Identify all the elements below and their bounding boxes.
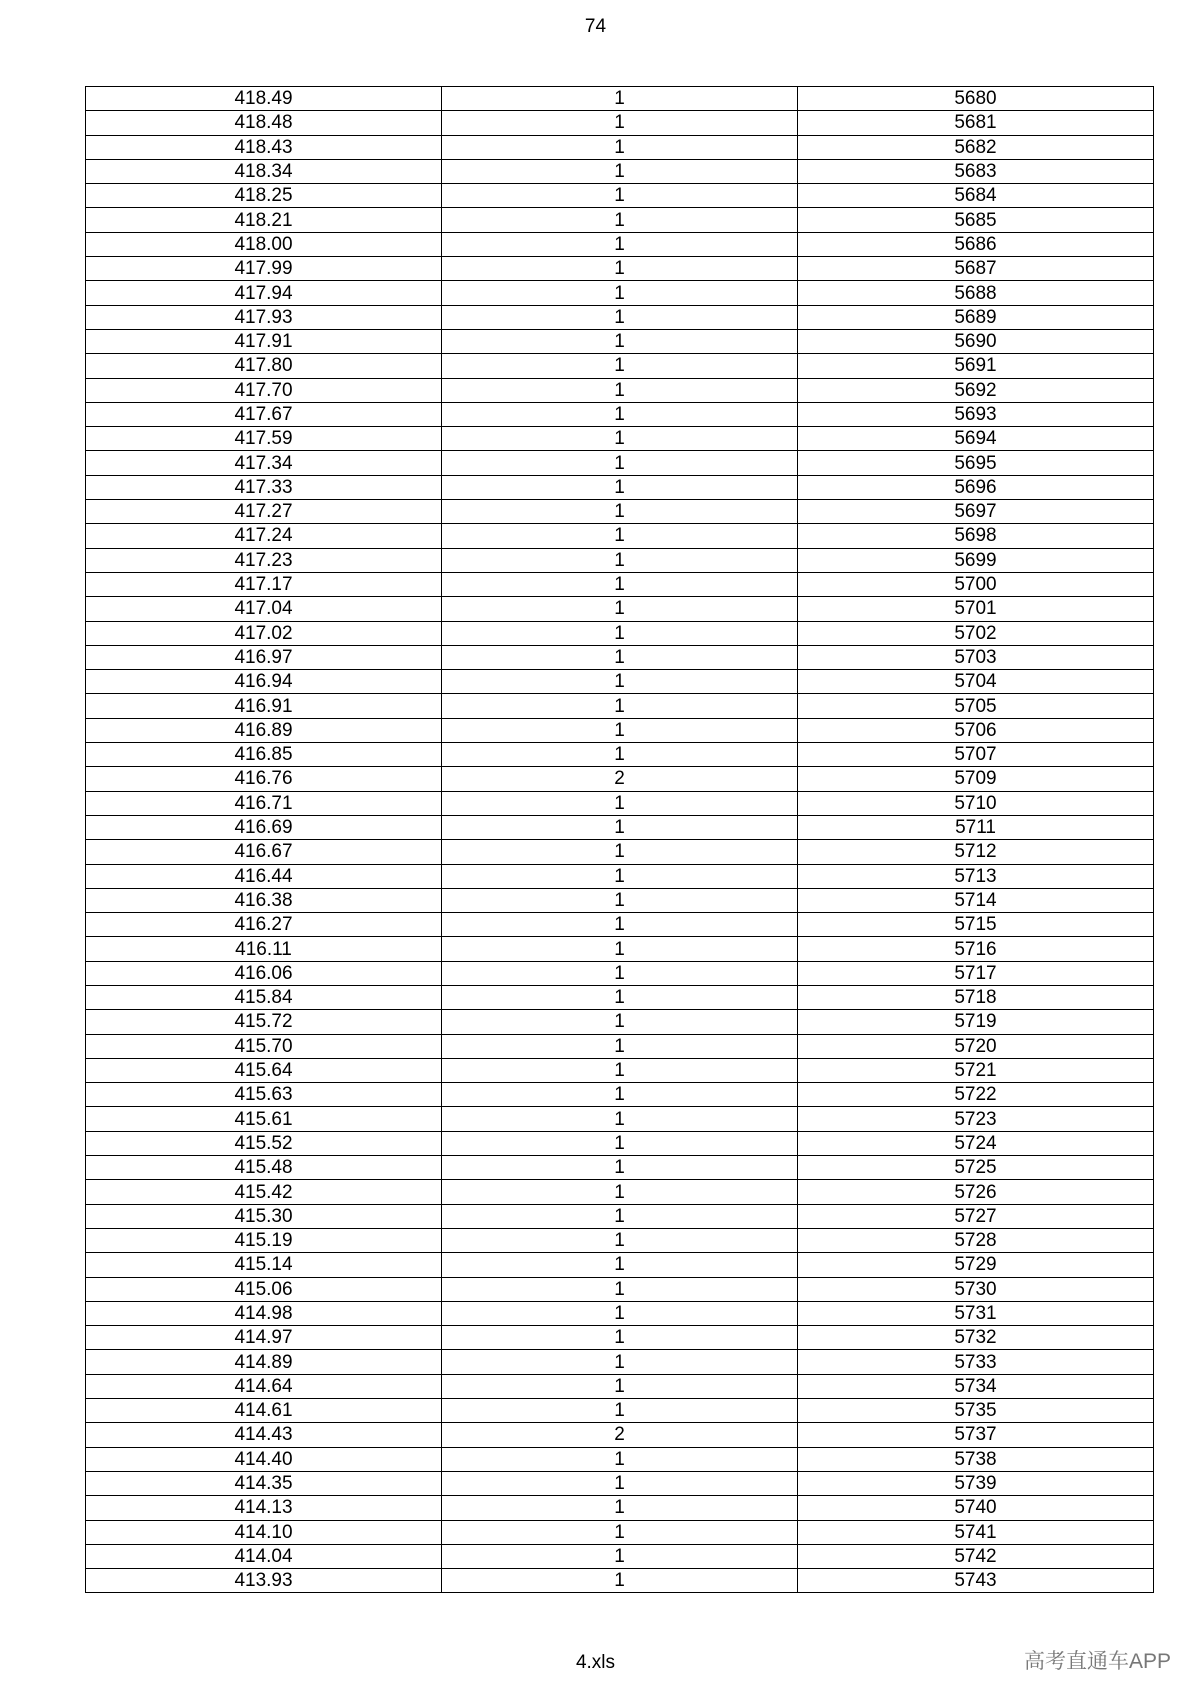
score-cell: 416.69 (86, 815, 442, 839)
score-cell: 414.64 (86, 1374, 442, 1398)
rank-cell: 5712 (798, 840, 1154, 864)
count-cell: 1 (442, 1010, 798, 1034)
score-cell: 414.40 (86, 1447, 442, 1471)
footer-filename: 4.xls (575, 1652, 616, 1673)
score-cell: 417.04 (86, 597, 442, 621)
table-row (86, 718, 1154, 742)
rank-cell: 5738 (798, 1447, 1154, 1471)
count-cell: 1 (442, 402, 798, 426)
score-cell: 418.25 (86, 184, 442, 208)
rank-cell: 5704 (798, 670, 1154, 694)
table-row (86, 572, 1154, 596)
table-row (86, 985, 1154, 1009)
count-cell: 1 (442, 961, 798, 985)
score-cell: 415.06 (86, 1277, 442, 1301)
count-cell: 1 (442, 1496, 798, 1520)
score-cell: 414.35 (86, 1471, 442, 1495)
score-cell: 416.71 (86, 791, 442, 815)
rank-cell: 5735 (798, 1399, 1154, 1423)
rank-cell: 5729 (798, 1253, 1154, 1277)
rank-cell: 5716 (798, 937, 1154, 961)
rank-cell: 5730 (798, 1277, 1154, 1301)
table-row (86, 645, 1154, 669)
score-cell: 416.11 (86, 937, 442, 961)
rank-cell: 5737 (798, 1423, 1154, 1447)
rank-cell: 5696 (798, 475, 1154, 499)
rank-cell: 5714 (798, 888, 1154, 912)
rank-cell: 5682 (798, 135, 1154, 159)
table-row (86, 1471, 1154, 1495)
score-cell: 417.93 (86, 305, 442, 329)
count-cell: 1 (442, 1399, 798, 1423)
rank-cell: 5688 (798, 281, 1154, 305)
score-cell: 416.97 (86, 645, 442, 669)
count-cell: 1 (442, 208, 798, 232)
score-cell: 414.13 (86, 1496, 442, 1520)
count-cell: 1 (442, 135, 798, 159)
score-cell: 415.70 (86, 1034, 442, 1058)
table-row (86, 305, 1154, 329)
table-row (86, 815, 1154, 839)
table-row (86, 184, 1154, 208)
table-row (86, 670, 1154, 694)
count-cell: 1 (442, 1058, 798, 1082)
rank-cell: 5731 (798, 1301, 1154, 1325)
count-cell: 1 (442, 1228, 798, 1252)
score-cell: 417.70 (86, 378, 442, 402)
table-row (86, 451, 1154, 475)
count-cell: 1 (442, 1447, 798, 1471)
rank-cell: 5739 (798, 1471, 1154, 1495)
table-row (86, 1423, 1154, 1447)
table-row (86, 1496, 1154, 1520)
rank-cell: 5689 (798, 305, 1154, 329)
table-row (86, 791, 1154, 815)
score-cell: 417.17 (86, 572, 442, 596)
table-row (86, 281, 1154, 305)
rank-cell: 5691 (798, 354, 1154, 378)
table-row (86, 1156, 1154, 1180)
table-row (86, 1083, 1154, 1107)
count-cell: 1 (442, 257, 798, 281)
score-cell: 417.99 (86, 257, 442, 281)
rank-cell: 5693 (798, 402, 1154, 426)
count-cell: 1 (442, 1156, 798, 1180)
rank-cell: 5699 (798, 548, 1154, 572)
score-cell: 417.67 (86, 402, 442, 426)
table-row (86, 743, 1154, 767)
score-cell: 415.42 (86, 1180, 442, 1204)
rank-cell: 5732 (798, 1326, 1154, 1350)
score-cell: 418.00 (86, 232, 442, 256)
count-cell: 1 (442, 572, 798, 596)
score-cell: 417.59 (86, 427, 442, 451)
score-cell: 418.21 (86, 208, 442, 232)
score-cell: 416.67 (86, 840, 442, 864)
watermark: 高考直通车APP (1023, 1650, 1171, 1673)
count-cell: 1 (442, 1034, 798, 1058)
count-cell: 1 (442, 1204, 798, 1228)
score-table-body (86, 87, 1154, 1593)
count-cell: 1 (442, 645, 798, 669)
rank-cell: 5684 (798, 184, 1154, 208)
count-cell: 1 (442, 378, 798, 402)
table-row (86, 1447, 1154, 1471)
rank-cell: 5687 (798, 257, 1154, 281)
count-cell: 1 (442, 1083, 798, 1107)
score-cell: 416.91 (86, 694, 442, 718)
count-cell: 1 (442, 475, 798, 499)
score-cell: 417.02 (86, 621, 442, 645)
count-cell: 1 (442, 1253, 798, 1277)
count-cell: 1 (442, 354, 798, 378)
rank-cell: 5726 (798, 1180, 1154, 1204)
rank-cell: 5741 (798, 1520, 1154, 1544)
table-row (86, 1204, 1154, 1228)
rank-cell: 5694 (798, 427, 1154, 451)
table-row (86, 1034, 1154, 1058)
count-cell: 1 (442, 815, 798, 839)
rank-cell: 5733 (798, 1350, 1154, 1374)
score-cell: 414.43 (86, 1423, 442, 1447)
count-cell: 2 (442, 767, 798, 791)
table-row (86, 1301, 1154, 1325)
score-cell: 417.33 (86, 475, 442, 499)
table-row (86, 475, 1154, 499)
rank-cell: 5742 (798, 1544, 1154, 1568)
rank-cell: 5713 (798, 864, 1154, 888)
count-cell: 1 (442, 913, 798, 937)
count-cell: 1 (442, 159, 798, 183)
score-cell: 415.64 (86, 1058, 442, 1082)
score-cell: 415.84 (86, 985, 442, 1009)
rank-cell: 5723 (798, 1107, 1154, 1131)
table-row (86, 378, 1154, 402)
rank-cell: 5685 (798, 208, 1154, 232)
table-row (86, 548, 1154, 572)
table-row (86, 1131, 1154, 1155)
table-row (86, 111, 1154, 135)
score-cell: 415.19 (86, 1228, 442, 1252)
table-row (86, 1520, 1154, 1544)
table-row (86, 402, 1154, 426)
rank-cell: 5719 (798, 1010, 1154, 1034)
count-cell: 1 (442, 1107, 798, 1131)
score-cell: 413.93 (86, 1569, 442, 1593)
rank-cell: 5711 (798, 815, 1154, 839)
count-cell: 1 (442, 427, 798, 451)
table-row (86, 1010, 1154, 1034)
score-cell: 417.34 (86, 451, 442, 475)
score-cell: 416.76 (86, 767, 442, 791)
count-cell: 1 (442, 840, 798, 864)
score-cell: 414.04 (86, 1544, 442, 1568)
count-cell: 1 (442, 718, 798, 742)
table-row (86, 1180, 1154, 1204)
count-cell: 2 (442, 1423, 798, 1447)
table-row (86, 767, 1154, 791)
score-cell: 416.85 (86, 743, 442, 767)
rank-cell: 5710 (798, 791, 1154, 815)
rank-cell: 5706 (798, 718, 1154, 742)
score-cell: 414.10 (86, 1520, 442, 1544)
count-cell: 1 (442, 864, 798, 888)
rank-cell: 5705 (798, 694, 1154, 718)
count-cell: 1 (442, 451, 798, 475)
table-row (86, 864, 1154, 888)
rank-cell: 5725 (798, 1156, 1154, 1180)
score-cell: 414.89 (86, 1350, 442, 1374)
count-cell: 1 (442, 87, 798, 111)
count-cell: 1 (442, 1374, 798, 1398)
count-cell: 1 (442, 621, 798, 645)
rank-cell: 5695 (798, 451, 1154, 475)
score-cell: 417.24 (86, 524, 442, 548)
table-row (86, 1107, 1154, 1131)
count-cell: 1 (442, 524, 798, 548)
score-cell: 416.38 (86, 888, 442, 912)
count-cell: 1 (442, 1350, 798, 1374)
table-row (86, 1569, 1154, 1593)
score-cell: 415.72 (86, 1010, 442, 1034)
rank-cell: 5702 (798, 621, 1154, 645)
count-cell: 1 (442, 184, 798, 208)
table-row (86, 427, 1154, 451)
table-row (86, 840, 1154, 864)
rank-cell: 5698 (798, 524, 1154, 548)
table-row (86, 232, 1154, 256)
page-number: 74 (584, 16, 607, 37)
table-row (86, 208, 1154, 232)
table-row (86, 1326, 1154, 1350)
rank-cell: 5690 (798, 329, 1154, 353)
table-row (86, 1374, 1154, 1398)
score-cell: 418.49 (86, 87, 442, 111)
table-row (86, 1277, 1154, 1301)
count-cell: 1 (442, 111, 798, 135)
score-cell: 416.06 (86, 961, 442, 985)
count-cell: 1 (442, 791, 798, 815)
score-cell: 416.27 (86, 913, 442, 937)
count-cell: 1 (442, 1301, 798, 1325)
rank-cell: 5686 (798, 232, 1154, 256)
table-row (86, 159, 1154, 183)
score-cell: 414.97 (86, 1326, 442, 1350)
score-cell: 418.43 (86, 135, 442, 159)
score-cell: 415.63 (86, 1083, 442, 1107)
table-row (86, 961, 1154, 985)
score-cell: 417.94 (86, 281, 442, 305)
score-cell: 416.94 (86, 670, 442, 694)
table-row (86, 329, 1154, 353)
rank-cell: 5720 (798, 1034, 1154, 1058)
table-row (86, 1350, 1154, 1374)
rank-cell: 5717 (798, 961, 1154, 985)
count-cell: 1 (442, 232, 798, 256)
count-cell: 1 (442, 1277, 798, 1301)
rank-cell: 5727 (798, 1204, 1154, 1228)
rank-cell: 5728 (798, 1228, 1154, 1252)
table-row (86, 1253, 1154, 1277)
table-row (86, 1544, 1154, 1568)
count-cell: 1 (442, 305, 798, 329)
score-cell: 418.34 (86, 159, 442, 183)
count-cell: 1 (442, 1520, 798, 1544)
rank-cell: 5700 (798, 572, 1154, 596)
count-cell: 1 (442, 743, 798, 767)
table-row (86, 257, 1154, 281)
count-cell: 1 (442, 281, 798, 305)
score-cell: 415.61 (86, 1107, 442, 1131)
score-cell: 415.30 (86, 1204, 442, 1228)
count-cell: 1 (442, 329, 798, 353)
table-row (86, 1399, 1154, 1423)
rank-cell: 5701 (798, 597, 1154, 621)
score-cell: 416.89 (86, 718, 442, 742)
score-cell: 415.52 (86, 1131, 442, 1155)
score-cell: 417.91 (86, 329, 442, 353)
count-cell: 1 (442, 548, 798, 572)
table-row (86, 500, 1154, 524)
rank-cell: 5697 (798, 500, 1154, 524)
table-row (86, 354, 1154, 378)
count-cell: 1 (442, 1544, 798, 1568)
rank-cell: 5703 (798, 645, 1154, 669)
count-cell: 1 (442, 937, 798, 961)
count-cell: 1 (442, 1471, 798, 1495)
table-row (86, 524, 1154, 548)
count-cell: 1 (442, 597, 798, 621)
count-cell: 1 (442, 670, 798, 694)
rank-cell: 5722 (798, 1083, 1154, 1107)
rank-cell: 5743 (798, 1569, 1154, 1593)
rank-cell: 5681 (798, 111, 1154, 135)
rank-cell: 5718 (798, 985, 1154, 1009)
table-row (86, 1058, 1154, 1082)
score-cell: 414.61 (86, 1399, 442, 1423)
score-cell: 417.80 (86, 354, 442, 378)
count-cell: 1 (442, 985, 798, 1009)
score-cell: 417.23 (86, 548, 442, 572)
table-row (86, 937, 1154, 961)
table-row (86, 888, 1154, 912)
count-cell: 1 (442, 694, 798, 718)
count-cell: 1 (442, 888, 798, 912)
table-row (86, 913, 1154, 937)
table-row (86, 135, 1154, 159)
rank-cell: 5680 (798, 87, 1154, 111)
table-row (86, 621, 1154, 645)
rank-cell: 5683 (798, 159, 1154, 183)
rank-cell: 5692 (798, 378, 1154, 402)
table-row (86, 597, 1154, 621)
rank-cell: 5721 (798, 1058, 1154, 1082)
count-cell: 1 (442, 1326, 798, 1350)
score-table (85, 86, 1154, 1593)
rank-cell: 5715 (798, 913, 1154, 937)
table-row (86, 1228, 1154, 1252)
table-row (86, 87, 1154, 111)
count-cell: 1 (442, 500, 798, 524)
score-cell: 414.98 (86, 1301, 442, 1325)
rank-cell: 5707 (798, 743, 1154, 767)
score-cell: 416.44 (86, 864, 442, 888)
rank-cell: 5709 (798, 767, 1154, 791)
count-cell: 1 (442, 1180, 798, 1204)
count-cell: 1 (442, 1131, 798, 1155)
score-cell: 415.14 (86, 1253, 442, 1277)
rank-cell: 5724 (798, 1131, 1154, 1155)
count-cell: 1 (442, 1569, 798, 1593)
score-cell: 415.48 (86, 1156, 442, 1180)
score-cell: 417.27 (86, 500, 442, 524)
score-cell: 418.48 (86, 111, 442, 135)
table-row (86, 694, 1154, 718)
rank-cell: 5740 (798, 1496, 1154, 1520)
rank-cell: 5734 (798, 1374, 1154, 1398)
